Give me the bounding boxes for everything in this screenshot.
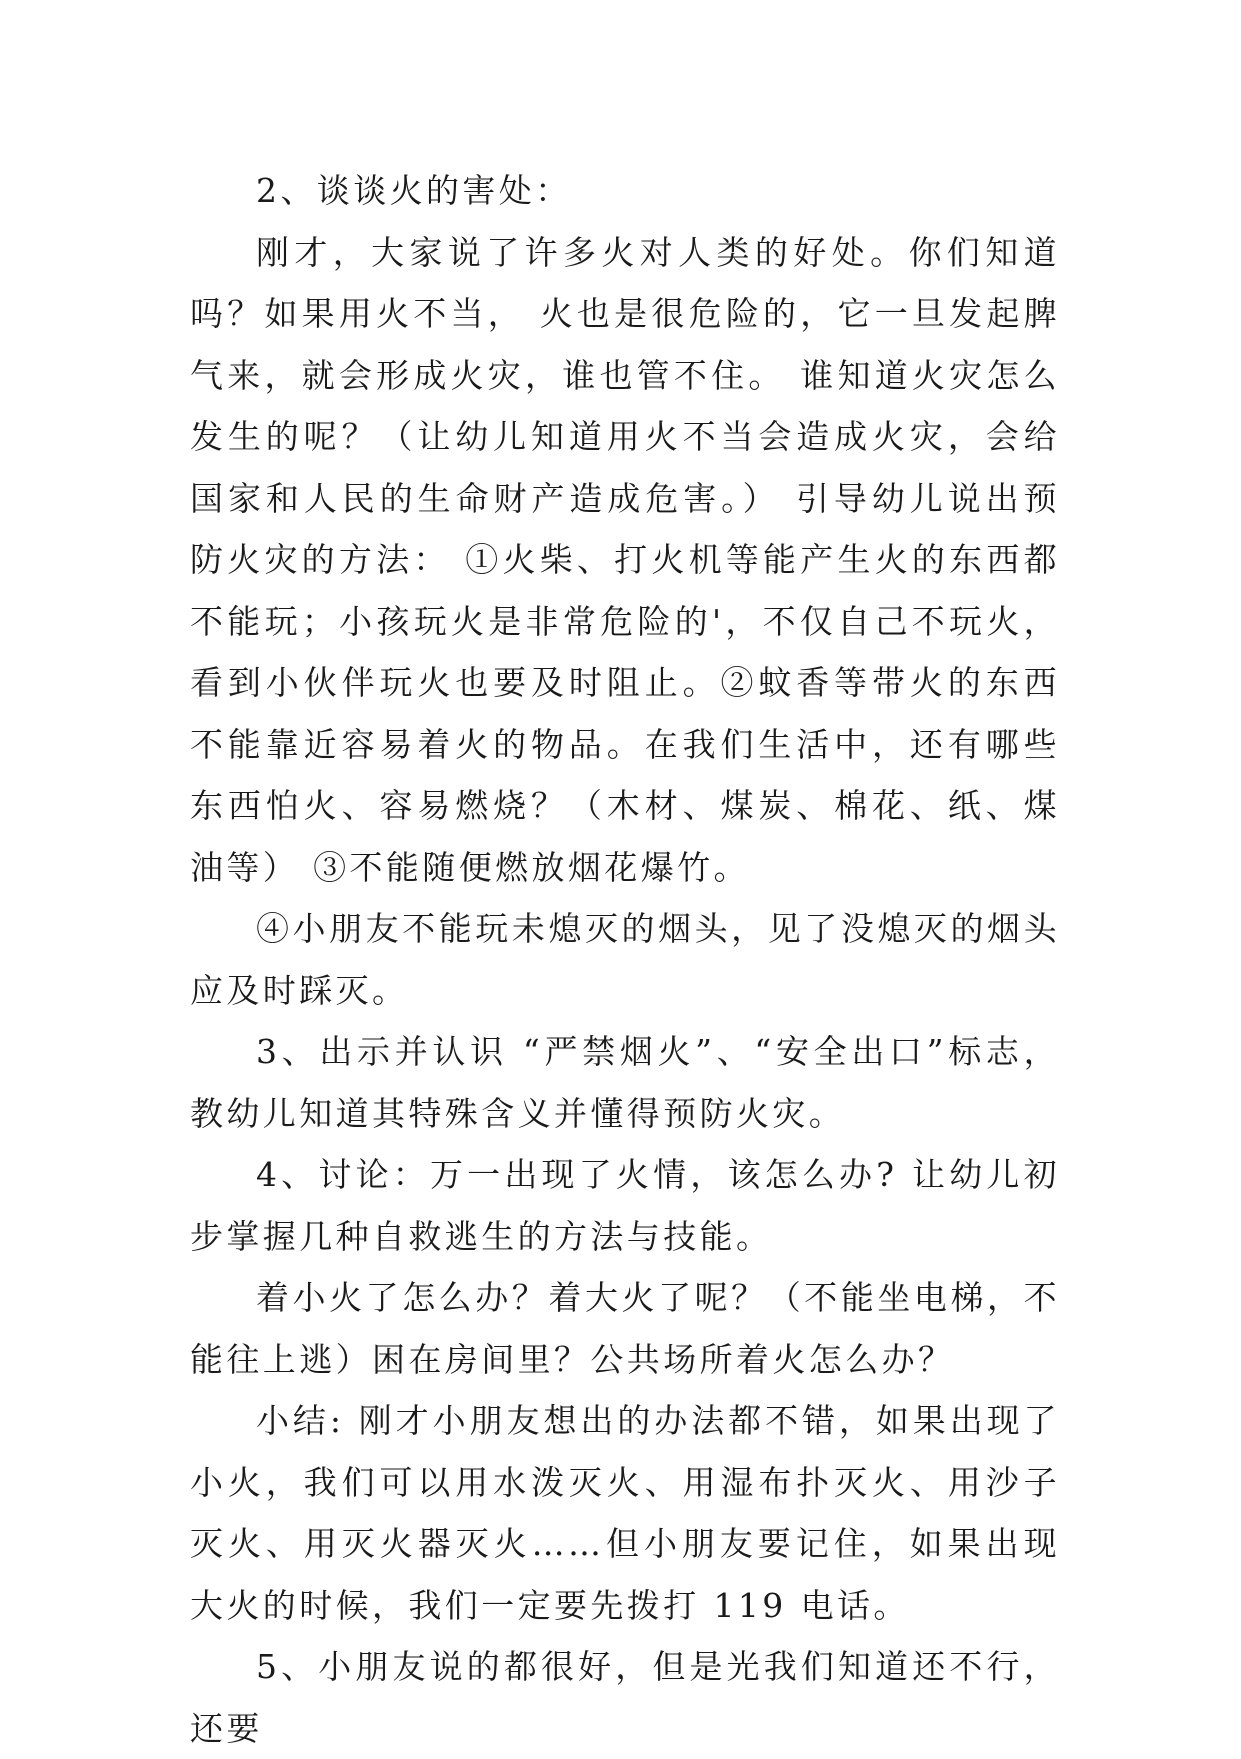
paragraph-summary: 小结: 刚才小朋友想出的办法都不错，如果出现了小火，我们可以用水泼灭火、用湿布扑灭火、用沙子灭火、用灭火器灭火……但小朋友要记住，如果出现大火的时候，我们一定要先拨打 119 电话。 xyxy=(190,1401,1060,1625)
paragraph-fire-danger: 刚才，大家说了许多火对人类的好处。你们知道吗？如果用火不当， 火也是很危险的，它一旦发起脾气来，就会形成火灾，谁也管不住。 谁知道火灾怎么发生的呢？（让幼儿知道用火不当会造成火灾，会给国家和人民的生命财产造成危害。） 引导幼儿说出预防火灾的方法： ①火柴、打火机等能产生火的东西都不能玩；小孩玩火是非常危险的'，不仅自己不玩火，看到小伙伴玩火也要及时阻止。②蚊香等带火的东西不能靠近容易着火的物品。在我们生活中，还有哪些东西怕火、容易燃烧？（木材、煤炭、棉花、纸、煤油等） ③不能随便燃放烟花爆竹。 xyxy=(190,232,1060,887)
heading-fire-harm: 2、谈谈火的害处： xyxy=(256,171,572,210)
document-body xyxy=(190,160,1060,1759)
paragraph-discussion: 4、讨论：万一出现了火情，该怎么办? 让幼儿初步掌握几种自救逃生的方法与技能。 xyxy=(190,1155,1060,1256)
paragraph-cigarette-butts: ④小朋友不能玩未熄灭的烟头，见了没熄灭的烟头应及时踩灭。 xyxy=(190,909,1060,1010)
paragraph-questions: 着小火了怎么办？着大火了呢？（不能坐电梯，不能往上逃）困在房间里？公共场所着火怎么办？ xyxy=(190,1278,1060,1379)
paragraph-safety-signs: 3、出示并认识 “严禁烟火”、“安全出口”标志，教幼儿知道其特殊含义并懂得预防火灾。 xyxy=(190,1032,1060,1133)
paragraph-continuation: 5、小朋友说的都很好，但是光我们知道还不行，还要 xyxy=(190,1647,1060,1748)
